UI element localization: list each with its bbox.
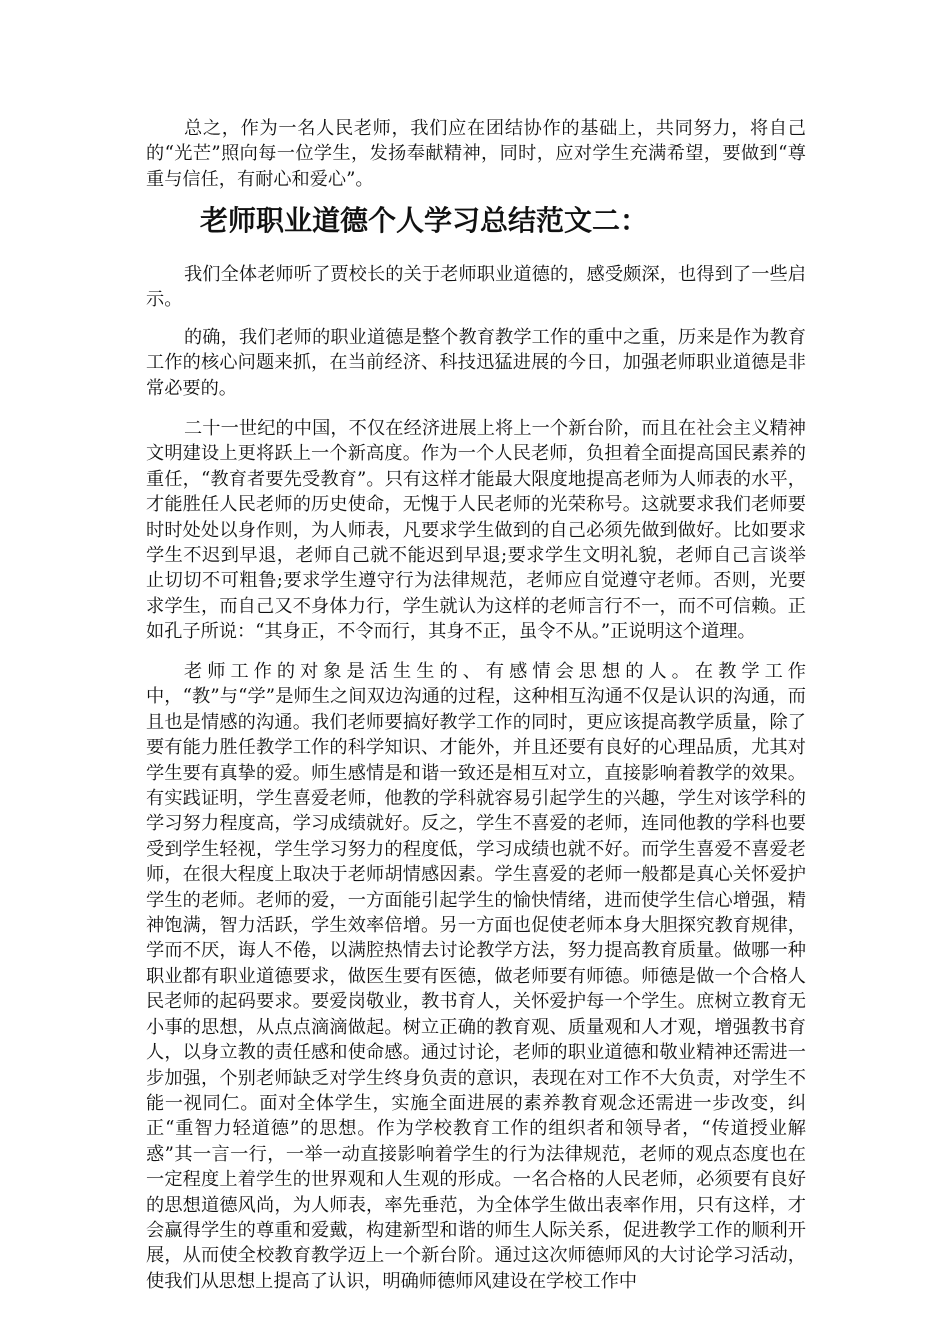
intro-paragraph: 总之，作为一名人民老师，我们应在团结协作的基础上，共同努力，将自己的“光芒”照向每一位学生，发扬奉献精神，同时，应对学生充满希望，要做到“尊重与信任，有耐心和爱心”。	[146, 118, 806, 190]
body-paragraph: 老师工作的对象是活生生的、有感情会思想的人。在教学工作中，“教”与“学”是师生之间双边沟通的过程，这种相互沟通不仅是认识的沟通，而且也是情感的沟通。我们老师要搞好教学工作的同时，更应该提高教学质量，除了要有能力胜任教学工作的科学知识、才能外，并且还要有良好的心理品质，尤其对学生要有真挚的爱。师生感情是和谐一致还是相互对立，直接影响着教学的效果。有实践证明，学生喜爱老师，他教的学科就容易引起学生的兴趣，学生对该学科的学习努力程度高，学习成绩就好。反之，学生不喜爱的老师，连同他教的学科也要受到学生轻视，学生学习努力的程度低，学习成绩也就不好。而学生喜爱不喜爱老师，在很大程度上取决于老师胡情感因素。学生喜爱的老师一般都是真心关怀爱护学生的老师。老师的爱，一方面能引起学生的愉快情绪，进而使学生信心增强，精神饱满，智力活跃，学生效率倍增。另一方面也促使老师本身大胆探究教育规律，学而不厌，诲人不倦，以满腔热情去讨论教学方法，努力提高教育质量。做哪一种职业都有职业道德要求，做医生要有医德，做老师要有师德。师德是做一个合格人民老师的起码要求。要爱岗敬业，教书育人，关怀爱护每一个学生。庶树立教育无小事的思想，从点点滴滴做起。树立正确的教育观、质量观和人才观，增强教书育人，以身立教的责任感和使命感。通过讨论，老师的职业道德和敬业精神还需进一步加强，个别老师缺乏对学生终身负责的意识，表现在对工作不大负责，对学生不能一视同仁。面对全体学生，实施全面进展的素养教育观念还需进一步改变，纠正“重智力轻道德”的思想。作为学校教育工作的组织者和领导者，“传道授业解惑”其一言一行，一举一动直接影响着学生的行为法律规范，老师的观点态度也在一定程度上着学生的世界观和人生观的形成。一名合格的人民老师，必须要有良好的思想道德风尚，为人师表，率先垂范，为全体学生做出表率作用，只有这样，才会赢得学生的尊重和爱戴，构建新型和谐的师生人际关系，促进教学工作的顺利开展，从而使全校教育教学迈上一个新台阶。通过这次师德师风的大讨论学习活动，使我们从思想上提高了认识，明确师德师风建设在学校工作中	[146, 661, 806, 1292]
body-paragraph: 我们全体老师听了贾校长的关于老师职业道德的，感受颇深，也得到了一些启示。	[146, 264, 806, 311]
body-paragraph: 的确，我们老师的职业道德是整个教育教学工作的重中之重，历来是作为教育工作的核心问题来抓，在当前经济、科技迅猛进展的今日，加强老师职业道德是非常必要的。	[146, 327, 806, 399]
body-paragraph: 二十一世纪的中国，不仅在经济进展上将上一个新台阶，而且在社会主义精神文明建设上更将跃上一个新高度。作为一个人民老师，负担着全面提高国民素养的重任，“教育者要先受教育”。只有这样才能最大限度地提高老师为人师表的水平，才能胜任人民老师的历史使命，无愧于人民老师的光荣称号。这就要求我们老师要时时处处以身作则，为人师表，凡要求学生做到的自己必须先做到做好。比如要求学生不迟到早退，老师自己就不能迟到早退;要求学生文明礼貌，老师自己言谈举止切切不可粗鲁;要求学生遵守行为法律规范，老师应自觉遵守老师。否则，光要求学生，而自己又不身体力行，学生就认为这样的老师言行不一，而不可信赖。正如孔子所说：“其身正，不令而行，其身不正，虽令不从。”正说明这个道理。	[146, 418, 806, 643]
section-heading: 老师职业道德个人学习总结范文二：	[200, 204, 649, 237]
